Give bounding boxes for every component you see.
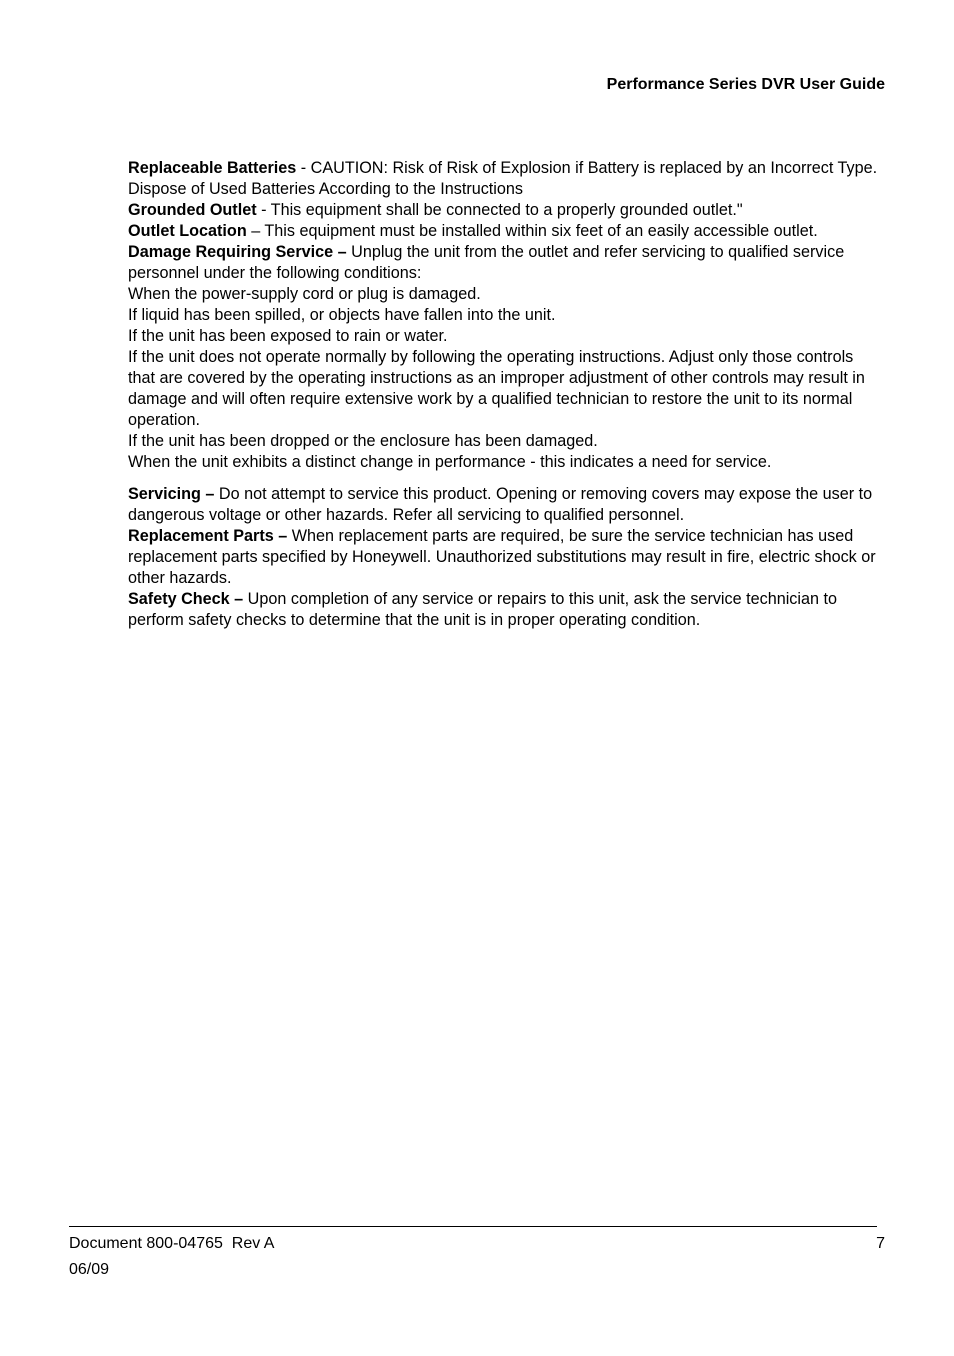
section-term: Servicing –: [128, 485, 215, 503]
section-term: Outlet Location: [128, 222, 247, 240]
condition-item: If the unit has been dropped or the enclosure has been damaged.: [128, 432, 598, 450]
section-term: Grounded Outlet: [128, 201, 257, 219]
section-outlet-location: [128, 221, 884, 242]
running-header: Performance Series DVR User Guide: [606, 76, 885, 93]
section-term: Replacement Parts –: [128, 527, 288, 545]
section-replaceable-batteries: [128, 158, 884, 200]
section-text: Unplug the unit from the outlet and refer servicing to qualified service personnel under the following conditions:: [128, 243, 845, 282]
section-term: Damage Requiring Service –: [128, 243, 347, 261]
footer-document-number: Document 800-04765 Rev A: [69, 1235, 275, 1252]
condition-item: When the unit exhibits a distinct change in performance - this indicates a need for service.: [128, 453, 772, 471]
section-text: Do not attempt to service this product. Opening or removing covers may expose the user to dangerous voltage or other hazards. Refer all servicing to qualified personnel.: [128, 485, 873, 524]
section-servicing: [128, 484, 884, 526]
section-intro: [128, 242, 884, 284]
section-term: Safety Check –: [128, 590, 244, 608]
section-term: Replaceable Batteries: [128, 159, 297, 177]
section-safety-check: [128, 589, 884, 631]
condition-item: If liquid has been spilled, or objects have fallen into the unit.: [128, 306, 556, 324]
section-replacement-parts: [128, 526, 884, 589]
condition-item: If the unit has been exposed to rain or water.: [128, 327, 448, 345]
section-text: When replacement parts are required, be sure the service technician has used replacement parts specified by Honeywell. Unauthorized substitutions may result in fire, electric shock or other hazards.: [128, 527, 876, 587]
condition-item: When the power-supply cord or plug is damaged.: [128, 285, 481, 303]
section-text: - CAUTION: Risk of Risk of Explosion if Battery is replaced by an Incorrect Type. Dispose of Used Batteries According to the Instructions: [128, 159, 878, 198]
footer-divider: [69, 1226, 877, 1227]
section-text: – This equipment must be installed within six feet of an easily accessible outlet.: [246, 222, 818, 240]
page-number: 7: [876, 1235, 885, 1252]
section-damage-requiring-service: [128, 242, 884, 473]
section-grounded-outlet: [128, 200, 884, 221]
section-text: - This equipment shall be connected to a properly grounded outlet.": [256, 201, 743, 219]
condition-item: If the unit does not operate normally by following the operating instructions. Adjust only those controls that are covered by the operating instructions as an improper adjustment of other controls may result in damage and will often require extensive work by a qualified technician to restore the unit to its normal operation.: [128, 348, 865, 429]
section-text: Upon completion of any service or repairs to this unit, ask the service technician to perform safety checks to determine that the unit is in proper operating condition.: [128, 590, 838, 629]
footer-date: 06/09: [69, 1261, 110, 1278]
safety-instructions: [128, 158, 884, 631]
